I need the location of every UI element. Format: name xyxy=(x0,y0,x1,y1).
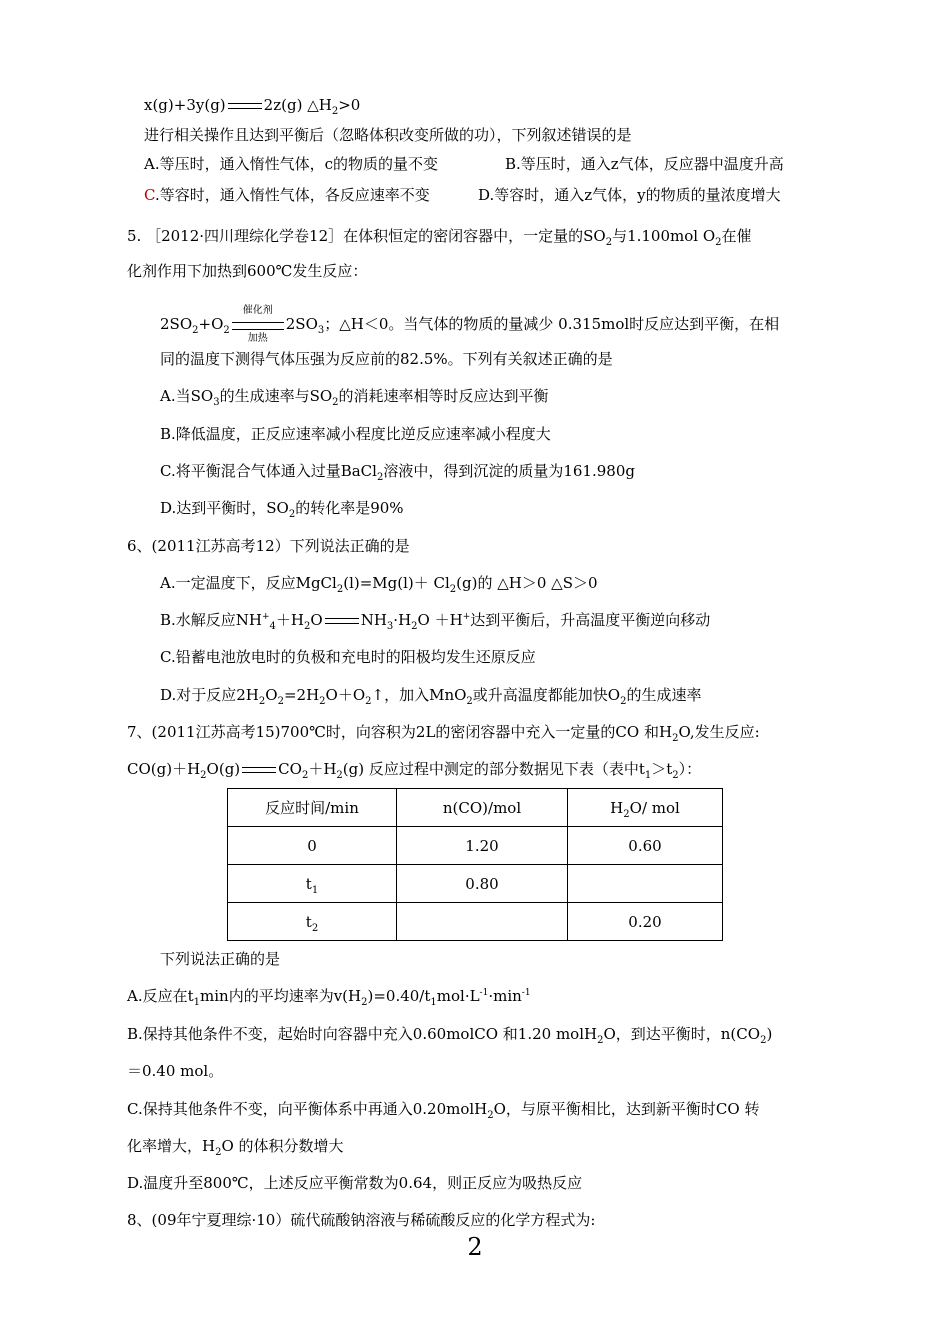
q7-option-b-line1: B.保持其他条件不变，起始时向容器中充入0.60molCO 和1.20 molH$_2$O，到达平衡时，$n(CO_2)$ xyxy=(127,1025,773,1046)
q4-option-d: D.等容时，通入z气体，y的物质的量浓度增大 xyxy=(478,186,781,204)
table-cell: 0.80 xyxy=(397,865,568,903)
q5-stem-line1: 5. ［2012·四川理综化学卷12］在体积恒定的密闭容器中，一定量的$SO_2$与1.100mol $O_2$在催 xyxy=(127,227,752,248)
q5-stem-line2: 化剂作用下加热到600℃发生反应： xyxy=(127,262,368,280)
q4-option-c: C.等容时，通入惰性气体，各反应速率不变 xyxy=(144,186,430,204)
q7-option-b-line2: ＝0.40 mol。 xyxy=(127,1062,224,1080)
q7-reaction: $CO(g)+H_2O(g)$ $CO_2+H_2(g)$ 反应过程中测定的部分数据见下表（表中$t_1>t_2$）： xyxy=(127,760,702,781)
q6-option-c: C.铅蓄电池放电时的负极和充电时的阳极均发生还原反应 xyxy=(160,648,536,666)
q6-option-d: D.对于反应$2H_2O_2=2H_2O+O_2↑$，加入MnO$_2$或升高温度都能加快$O_2$的生成速率 xyxy=(160,686,702,707)
q6-option-a: A.一定温度下，反应MgCl$_2$(l)=Mg(l)＋ $Cl_2(g)$的 △H＞0 △S＞0 xyxy=(160,574,598,595)
equilibrium-arrow-icon xyxy=(325,615,359,627)
table-header-h2o: $H_2O/$ mol xyxy=(568,789,723,827)
q7-option-d: D.温度升至800℃，上述反应平衡常数为0.64，则正反应为吸热反应 xyxy=(127,1174,583,1192)
q4-option-b: B.等压时，通入z气体，反应器中温度升高 xyxy=(505,155,784,173)
catalyst-arrow-icon: 催化剂 加热 xyxy=(232,307,284,343)
table-cell xyxy=(397,903,568,941)
table-header-time: 反应时间/min xyxy=(228,789,397,827)
table-header-row xyxy=(228,789,723,827)
data-table xyxy=(227,788,723,941)
q7-stem: 下列说法正确的是 xyxy=(160,950,281,968)
q5-option-a: A.当$SO_3$的生成速率与$SO_2$的消耗速率相等时反应达到平衡 xyxy=(160,387,549,408)
q5-stem-line4: 同的温度下测得气体压强为反应前的82.5%。下列有关叙述正确的是 xyxy=(160,350,613,368)
q5-option-c: C.将平衡混合气体通入过量BaCl$_2$溶液中，得到沉淀的质量为161.980g xyxy=(160,462,635,483)
q7-option-c-line2: 化率增大，$H_2O$ 的体积分数增大 xyxy=(127,1137,344,1158)
q7-stem-line1: 7、(2011江苏高考15)700℃时，向容积为2L的密闭容器中充入一定量的CO 和$H_2O$,发生反应: xyxy=(127,723,760,744)
equilibrium-arrow-icon xyxy=(228,100,262,112)
q6-option-b: B.水解反应$NH^+_4+H_2O$ $NH_3\cdot H_2O +H^+$达到平衡后，升高温度平衡逆向移动 xyxy=(160,611,711,632)
table-cell: $t_1$ xyxy=(228,865,397,903)
table-cell: 0.20 xyxy=(568,903,723,941)
q4-option-a: A.等压时，通入惰性气体，c的物质的量不变 xyxy=(144,155,439,173)
q5-reaction: $2SO_2+O_2$ 催化剂 加热 $2SO_3$；△H＜0。当气体的物质的量减少 0.315mol时反应达到平衡，在相 xyxy=(160,305,780,344)
q4-stem: 进行相关操作且达到平衡后（忽略体积改变所做的功），下列叙述错误的是 xyxy=(144,126,632,144)
q8-title: 8、(09年宁夏理综·10）硫代硫酸钠溶液与稀硫酸反应的化学方程式为: xyxy=(127,1211,596,1229)
q7-option-c-line1: C.保持其他条件不变，向平衡体系中再通入0.20molH$_2$O，与原平衡相比，达到新平衡时CO 转 xyxy=(127,1100,760,1121)
q5-option-d: D.达到平衡时，$SO_2$的转化率是90% xyxy=(160,499,404,520)
table-row xyxy=(228,827,723,865)
table-header-co: n(CO)/mol xyxy=(397,789,568,827)
table-cell xyxy=(568,865,723,903)
q6-title: 6、(2011江苏高考12）下列说法正确的是 xyxy=(127,537,410,555)
page-number: 2 xyxy=(467,1233,483,1261)
table-cell: 0.60 xyxy=(568,827,723,865)
table-cell: 0 xyxy=(228,827,397,865)
table-cell: 1.20 xyxy=(397,827,568,865)
q7-option-a: A.反应在$t_1\min$内的平均速率为$v(H_2)=0.40/t_1mol\cdot L^{-1}\cdot\min^{-1}$ xyxy=(127,987,531,1008)
equilibrium-arrow-icon xyxy=(242,764,276,776)
table-row xyxy=(228,865,723,903)
q4-reaction: x(g)+3y(g) 2z(g) $\triangle H_2>0$ xyxy=(144,96,361,117)
table-row xyxy=(228,903,723,941)
q5-option-b: B.降低温度，正反应速率减小程度比逆反应速率减小程度大 xyxy=(160,425,551,443)
table-cell: $t_2$ xyxy=(228,903,397,941)
